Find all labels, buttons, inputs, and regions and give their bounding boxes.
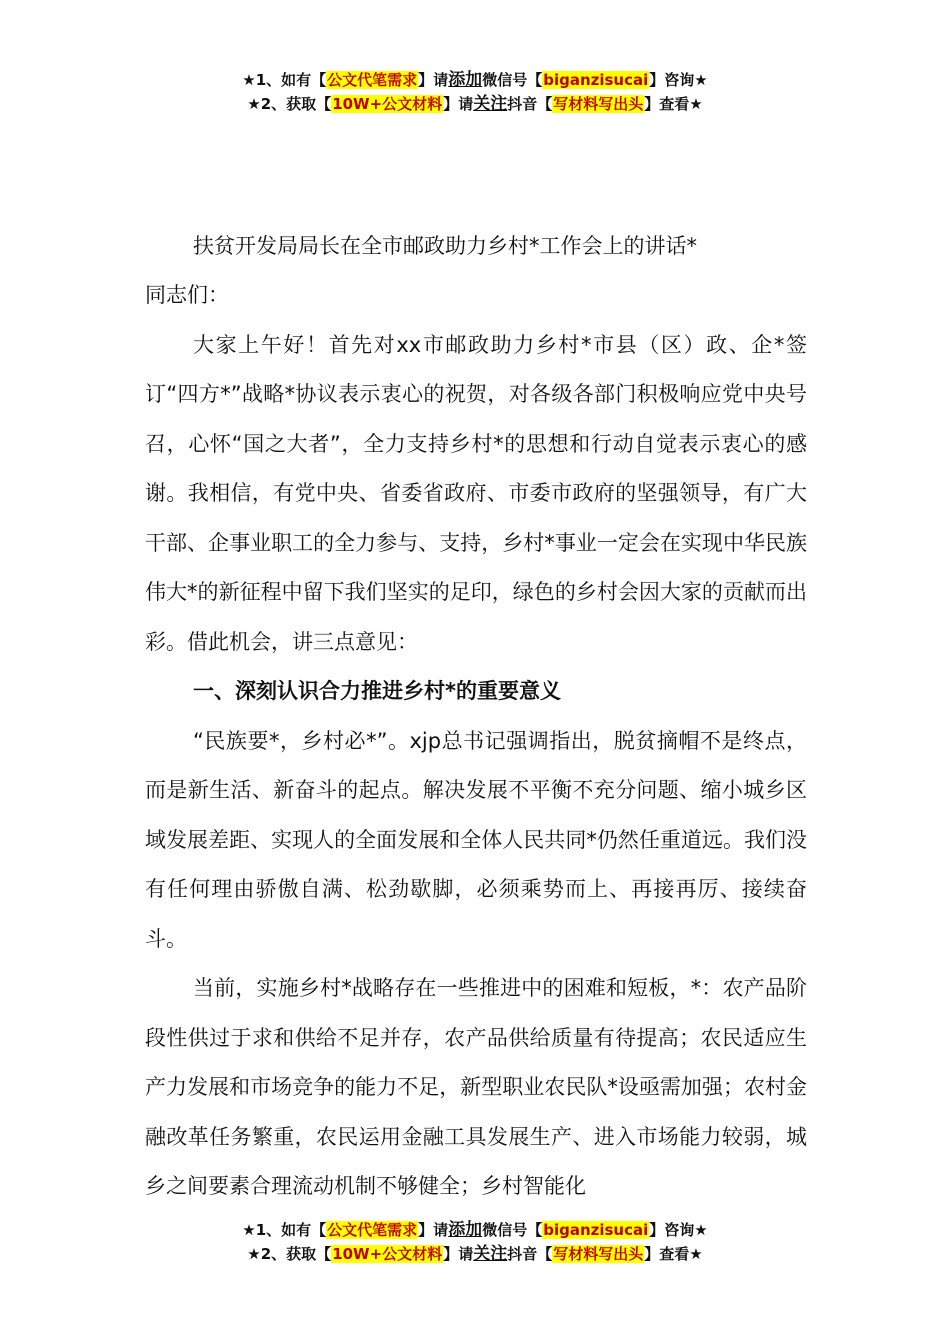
footer-highlight-materials: 10W+公文材料 [332,1245,443,1263]
banner-highlight-wechat-id: biganzisucai [543,71,649,89]
salutation: 同志们： [145,283,229,307]
banner-highlight-douyin-account: 写材料写出头 [553,95,644,113]
footer-highlight-douyin-account: 写材料写出头 [553,1245,644,1263]
paragraph-opening: 大家上午好！首先对xx市邮政助力乡村*市县（区）政、企*签订“四方*”战略*协议表示衷心的祝贺，对各级各部门积极响应党中央号召，心怀“国之大者”，全力支持乡村*的思想和行动自觉表示衷心的感谢。我相信，有党中央、省委省政府、市委市政府的坚强领导，有广大干部、企事业职工的全力参与、支持，乡村*事业一定会在实现中华民族伟大*的新征程中留下我们坚实的足印，绿色的乡村会因大家的贡献而出彩。借此机会，讲三点意见： [145,332,807,654]
document-title: 扶贫开发局局长在全市邮政助力乡村*工作会上的讲话* [193,234,697,258]
paragraph-current-challenges: 当前，实施乡村*战略存在一些推进中的困难和短板，*：农产品阶段性供过于求和供给不足并存，农产品供给质量有待提高；农民适应生产力发展和市场竞争的能力不足，新型职业农民队*设亟需加强；农村金融改革任务繁重，农民运用金融工具发展生产、进入市场能力较弱，城乡之间要素合理流动机制不够健全；乡村智能化 [145,976,807,1198]
footer-banner [0,1218,950,1266]
banner-line-1: ★1、如有【公文代笔需求】请添加微信号【biganzisucai】咨询★ [242,70,708,90]
header-banner [0,68,950,116]
footer-line-1: ★1、如有【公文代笔需求】请添加微信号【biganzisucai】咨询★ [242,1220,708,1240]
banner-underline-follow: 关注 [473,94,508,114]
banner-highlight-service: 公文代笔需求 [327,71,418,89]
document-body [145,271,807,1212]
banner-underline-add: 添加 [448,70,483,90]
banner-line-2: ★2、获取【10W+公文材料】请关注抖音【写材料写出头】查看★ [247,94,703,114]
banner-highlight-materials: 10W+公文材料 [332,95,443,113]
footer-underline-add: 添加 [448,1220,483,1240]
footer-line-2: ★2、获取【10W+公文材料】请关注抖音【写材料写出头】查看★ [247,1244,703,1264]
document-title-block [145,222,807,272]
footer-highlight-service: 公文代笔需求 [327,1221,418,1239]
section-heading-1: 一、深刻认识合力推进乡村*的重要意义 [193,679,561,703]
paragraph-section-1-intro: “民族要*，乡村必*”。xjp总书记强调指出，脱贫摘帽不是终点，而是新生活、新奋斗的起点。解决发展不平衡不充分问题、缩小城乡区域发展差距、实现人的全面发展和全体人民共同*仍然任重道远。我们没有任何理由骄傲自满、松劲歇脚，必须乘势而上、再接再厉、接续奋斗。 [145,728,807,951]
footer-highlight-wechat-id: biganzisucai [543,1221,649,1239]
footer-underline-follow: 关注 [473,1244,508,1264]
